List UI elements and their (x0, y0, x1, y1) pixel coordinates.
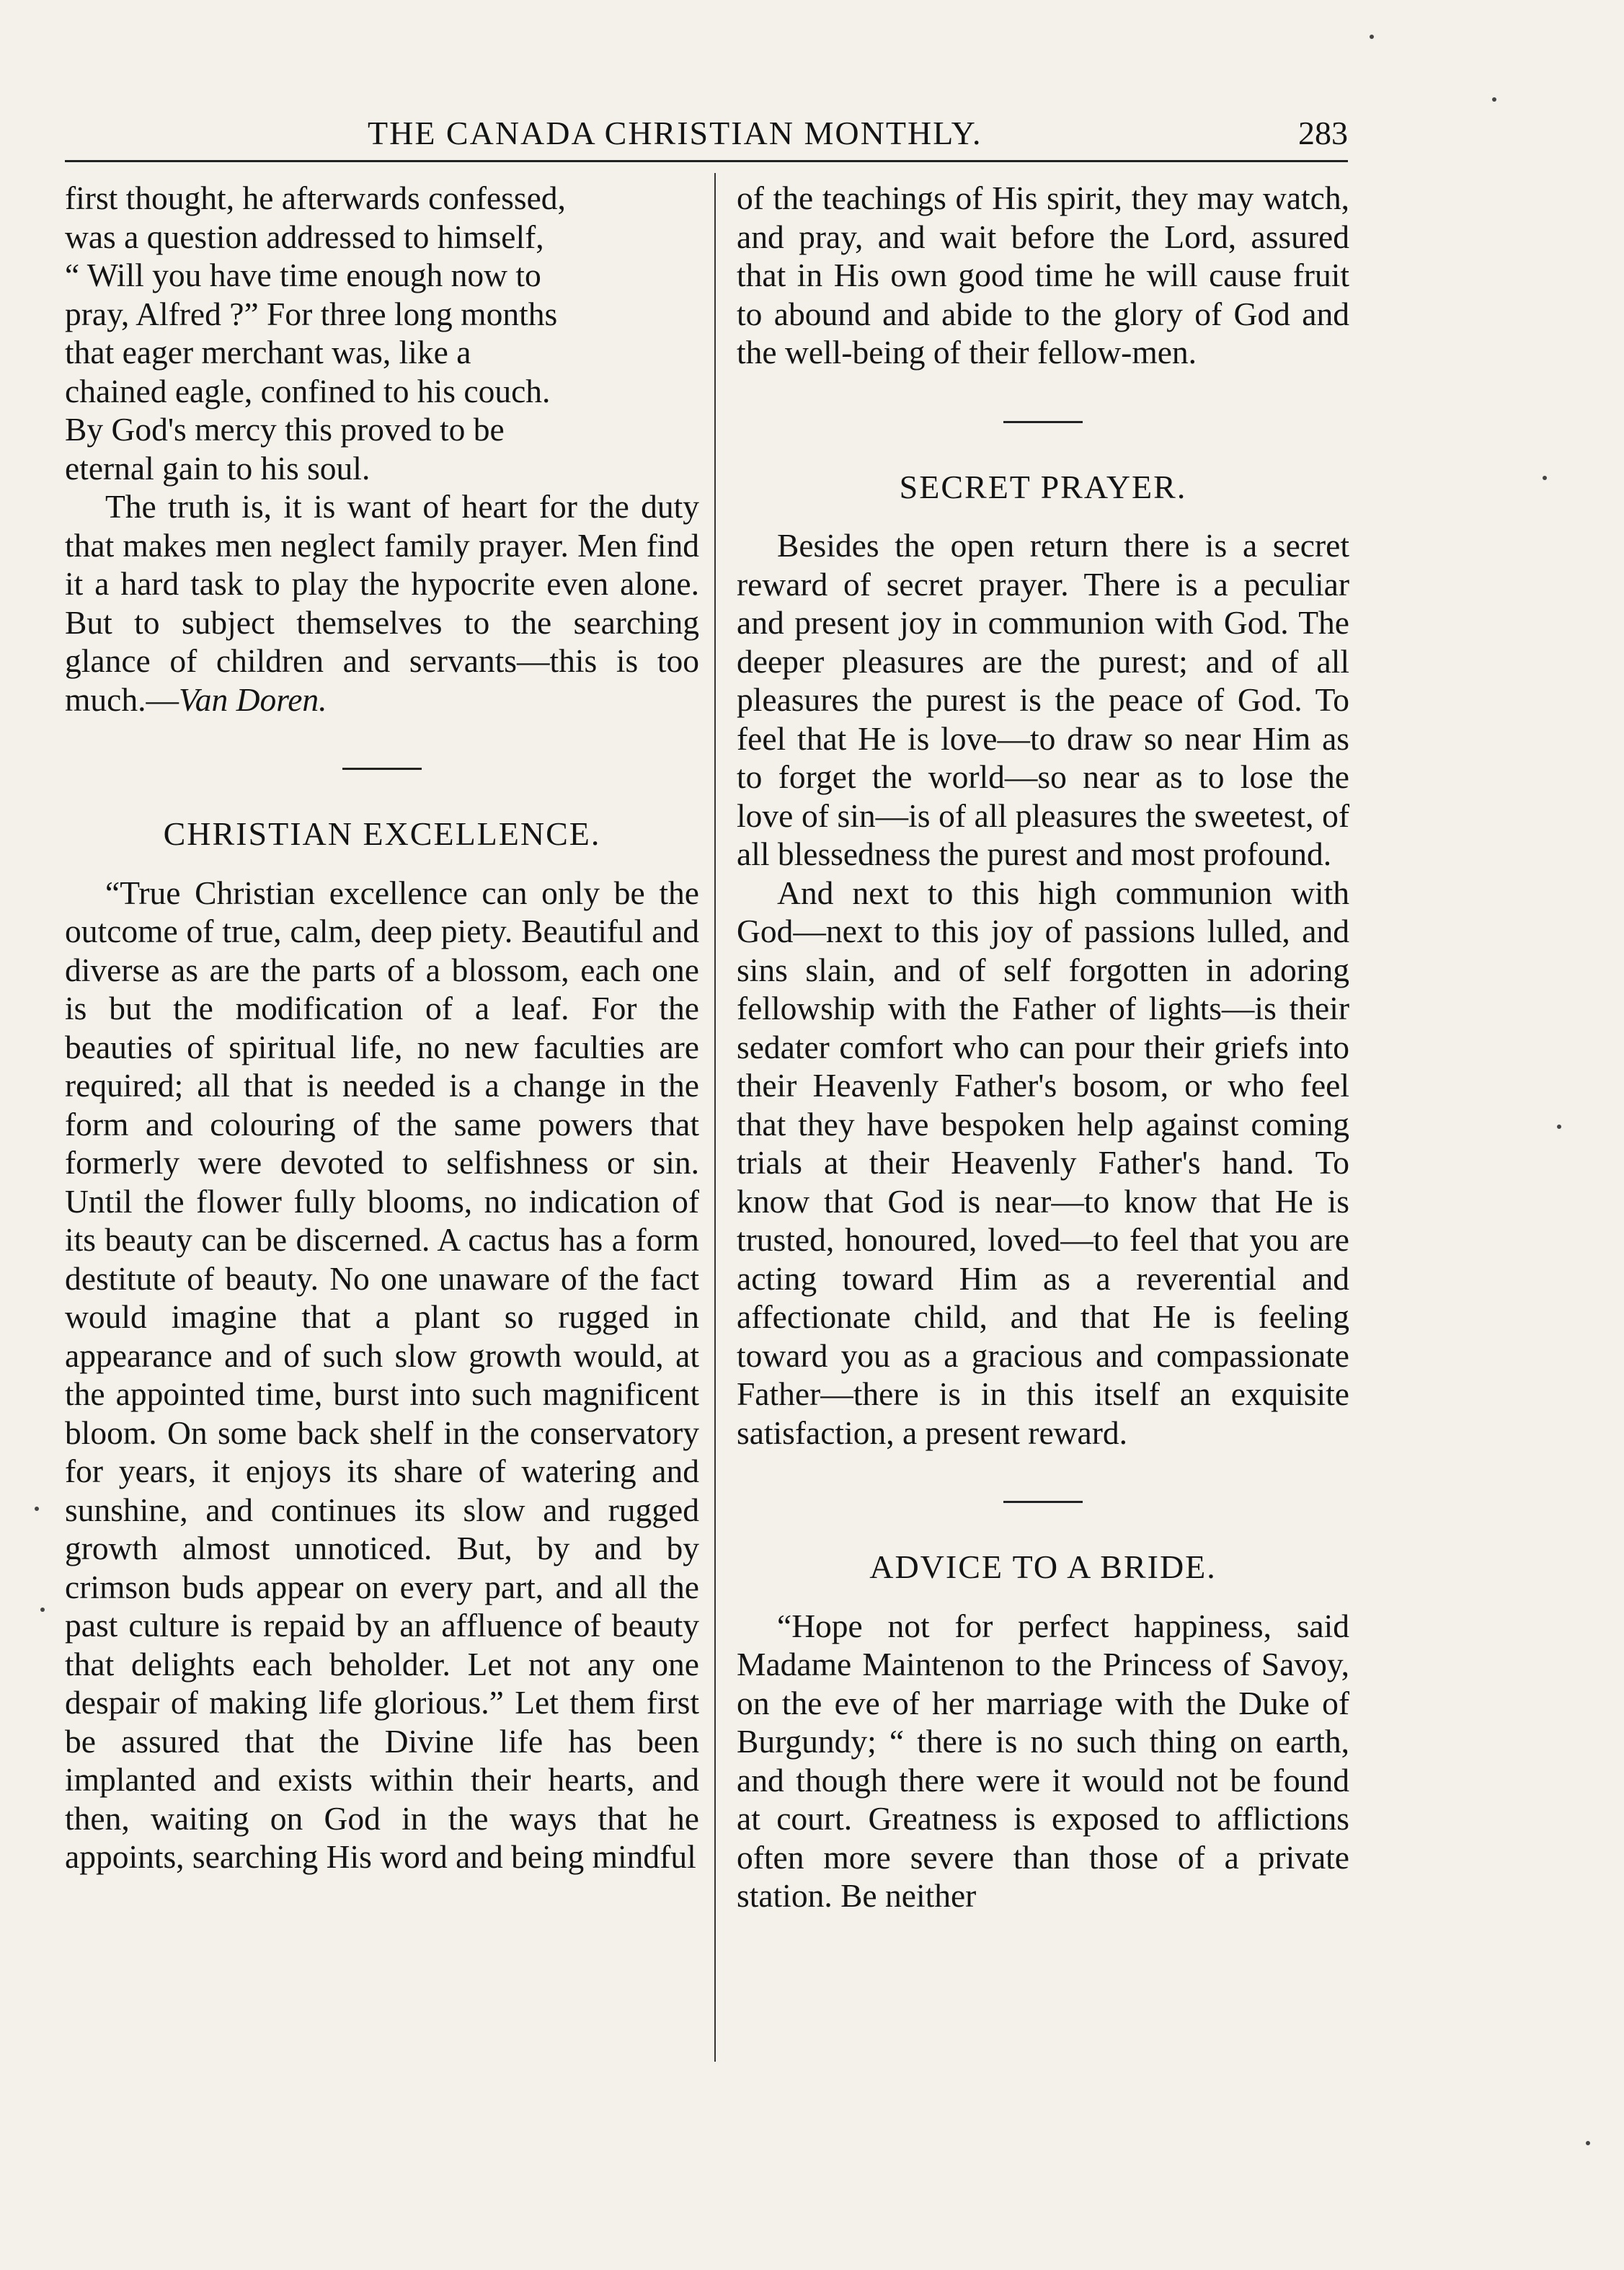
author-attribution: Van Doren. (178, 680, 327, 718)
page-number: 283 (1298, 115, 1348, 151)
paragraph-prayer-1: Besides the open return there is a secret reward of secret prayer. There is a peculiar and present joy in communion with God. The deeper pleasures are the purest; and of all pleasures the purest is the peace of God. To feel that He is love—to draw so near Him as to forget the world—so near as to lose the love of sin—is of all pleasures the sweetest, of all blessedness the purest and most profound. (737, 527, 1349, 872)
paragraph-excellence: “True Christian excellence can only be the outcome of true, calm, deep piety. Beautiful and diverse as are the parts of a blossom, each one is but the modification of a leaf. For the beauties of spiritual life, no new faculties are required; all that is needed is a change in the form and colouring of the same powers that formerly were devoted to selfishness or sin. Until the flower fully blooms, no indication of its beauty can be discerned. A cactus has a form destitute of beauty. No one unaware of the fact would imagine that a plant so rugged in appearance and of such slow growth would, at the appointed time, burst into such magnificent bloom. On some back shelf in the conservatory for years, it enjoys its share of watering and sunshine, and continues its slow and rugged growth almost unnoticed. But, by and by crimson buds appear on every part, and all the past culture is repaid by an affluence of beauty that delights each beholder. Let not any one despair of making life glorious.” Let them first be assured that the Divine life has been implanted and exists within their hearts, and then, waiting on God in the ways that he appoints, searching His word and being mindful (65, 874, 699, 1875)
page-header (65, 108, 1348, 162)
paragraph-bride: “Hope not for perfect happiness, said Madame Maintenon to the Princess of Savoy, on the eve of her marriage with the Duke of Burgundy; “ there is no such thing on earth, and though there were it would not be found at court. Greatness is exposed to afflictions often more severe than those of a private station. Be neither (737, 1607, 1349, 1914)
print-speck (35, 1507, 39, 1511)
heading-secret-prayer: SECRET PRAYER. (899, 468, 1187, 505)
print-speck (1543, 476, 1547, 480)
heading-christian-excellence: CHRISTIAN EXCELLENCE. (163, 815, 601, 852)
text-line: was a question addressed to himself, (65, 218, 544, 255)
text-line: first thought, he afterwards confessed, (65, 179, 566, 216)
section-separator (1003, 421, 1083, 423)
paragraph-family-prayer (65, 487, 699, 719)
left-column (65, 179, 699, 1876)
print-speck (1586, 2141, 1590, 2145)
column-divider (714, 173, 716, 2062)
paragraph-excellence-continued: of the teachings of His spirit, they may watch, and pray, and wait before the Lord, assured that in His own good time he will cause fruit to abound and abide to the glory of God and the well-being of their fellow-men. (737, 179, 1349, 371)
print-speck (1557, 1125, 1561, 1129)
print-speck (1492, 97, 1496, 102)
paragraph-text: The truth is, it is want of heart for the duty that makes men neglect family prayer. Men find it a hard task to play the hypocrite even alone. But to subject themselves to the searching glance of children and servants—this is too much.— (65, 488, 699, 718)
right-column (737, 179, 1349, 1915)
heading-advice-bride: ADVICE TO A BRIDE. (869, 1548, 1217, 1585)
section-separator (1003, 1501, 1083, 1503)
text-line: chained eagle, confined to his couch. (65, 372, 551, 409)
text-line: By God's mercy this proved to be (65, 411, 505, 448)
paragraph-prayer-2: And next to this high communion with God—next to this joy of passions lulled, and sins slain, and of self forgotten in adoring fellowship with the Father of lights—is their sedater comfort who can pour their griefs into their Heavenly Father's bosom, or who feel that they have bespoken help against coming trials at their Heavenly Father's hand. To know that God is near—to know that He is trusted, honoured, loved—to feel that you are acting toward Him as a reverential and affectionate child, and that He is feeling toward you as a gracious and compassionate Father—there is in this itself an exquisite satisfaction, a present reward. (737, 874, 1349, 1451)
section-separator (342, 768, 422, 770)
print-speck (1370, 35, 1374, 39)
text-line: pray, Alfred ?” For three long months (65, 295, 558, 332)
text-line: “ Will you have time enough now to (65, 257, 541, 293)
text-line: eternal gain to his soul. (65, 449, 370, 487)
text-line: that eager merchant was, like a (65, 334, 471, 371)
print-speck (40, 1608, 45, 1612)
running-title: THE CANADA CHRISTIAN MONTHLY. (368, 115, 982, 151)
paragraph-merchant (65, 179, 699, 487)
